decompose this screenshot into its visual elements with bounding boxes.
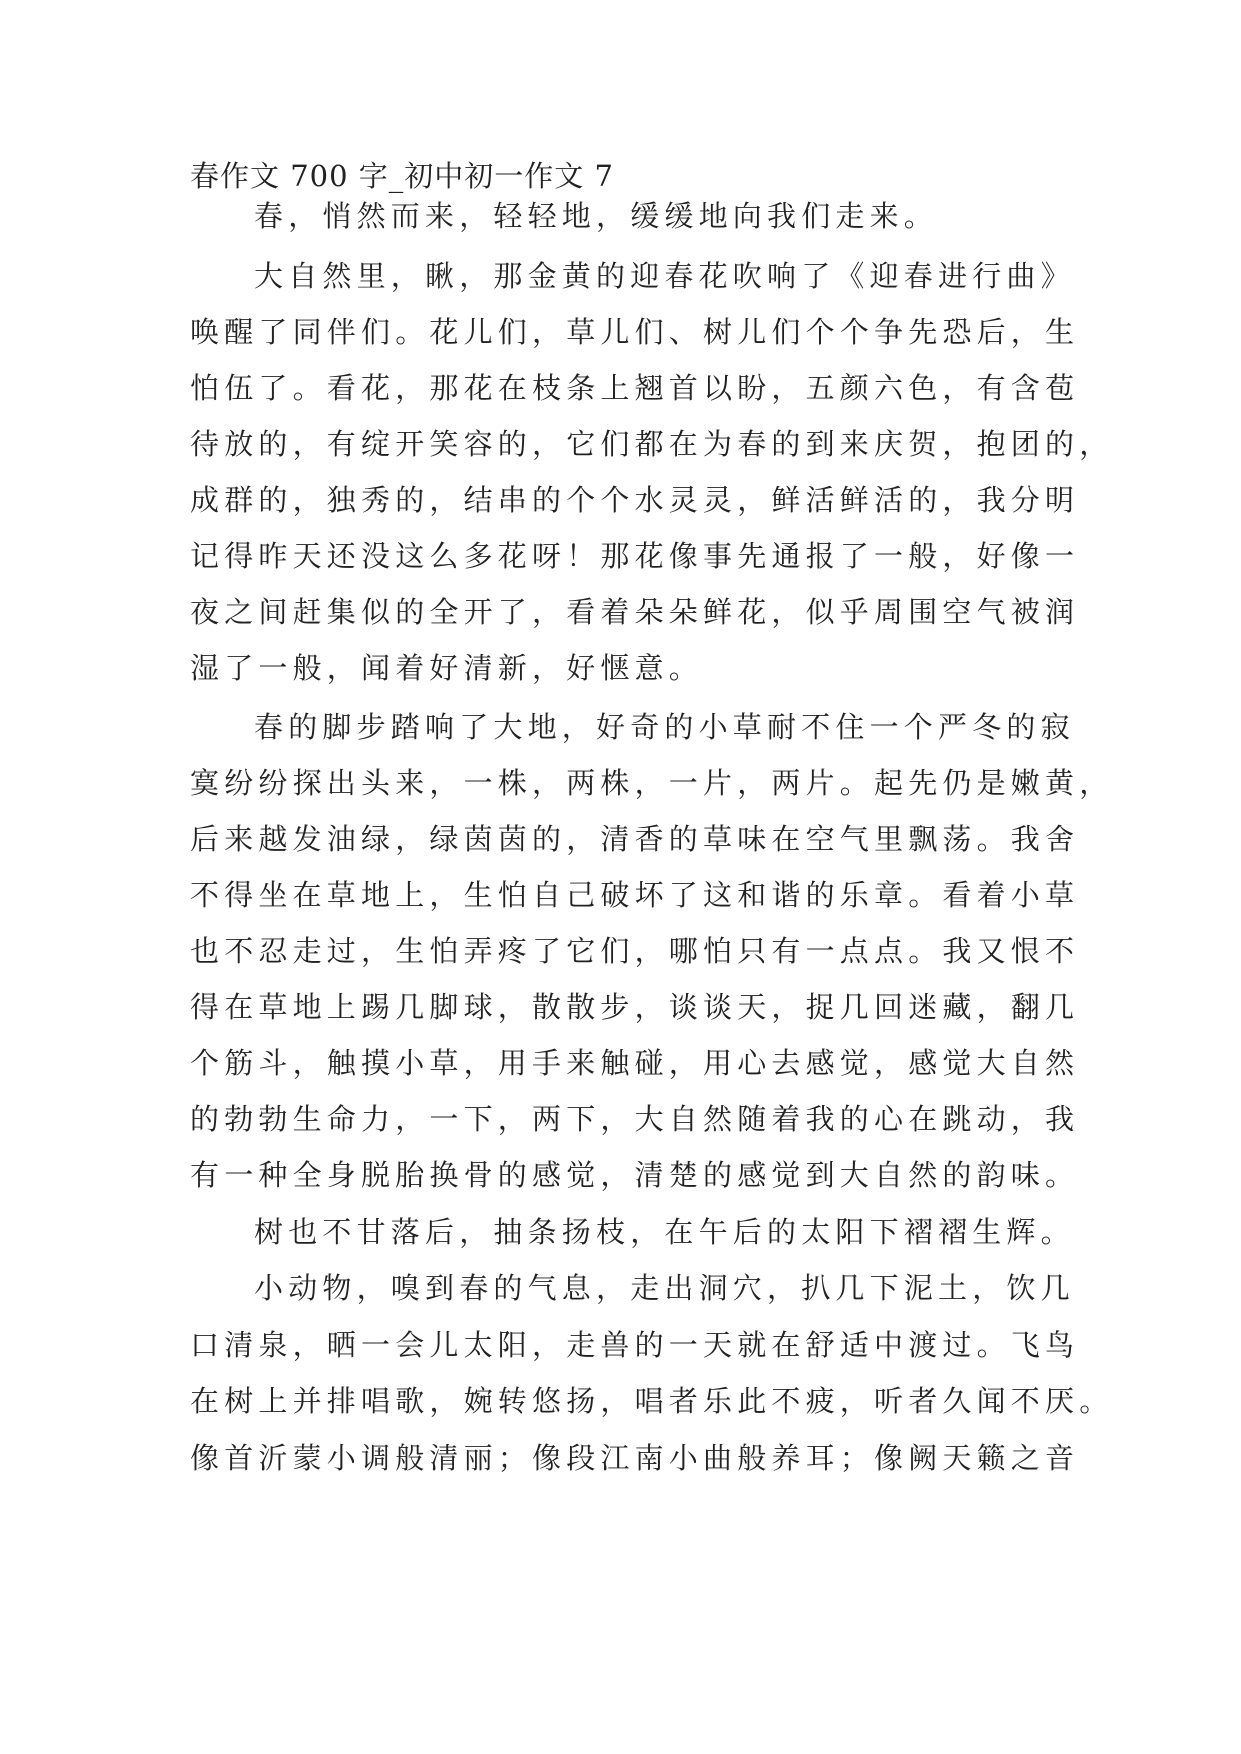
text-line: 夜之间赶集似的全开了，看着朵朵鲜花，似乎周围空气被润 <box>190 595 1080 629</box>
text-line: 个筋斗，触摸小草，用手来触碰，用心去感觉，感觉大自然 <box>190 1046 1080 1080</box>
text-line: 在树上并排唱歌，婉转悠扬，唱者乐此不疲，听者久闻不厌。 <box>190 1384 1114 1418</box>
text-line: 口清泉，晒一会儿太阳，走兽的一天就在舒适中渡过。飞鸟 <box>190 1328 1080 1362</box>
text-line: 怕伍了。看花，那花在枝条上翘首以盼，五颜六色，有含苞 <box>190 371 1080 405</box>
text-line: 记得昨天还没这么多花呀！那花像事先通报了一般，好像一 <box>190 539 1080 573</box>
text-line: 后来越发油绿，绿茵茵的，清香的草味在空气里飘荡。我舍 <box>190 822 1080 856</box>
text-line: 有一种全身脱胎换骨的感觉，清楚的感觉到大自然的韵味。 <box>190 1158 1080 1192</box>
text-line: 的勃勃生命力，一下，两下，大自然随着我的心在跳动，我 <box>190 1102 1080 1136</box>
text-line: 春的脚步踏响了大地，好奇的小草耐不住一个严冬的寂 <box>254 710 1075 744</box>
text-line: 唤醒了同伴们。花儿们，草儿们、树儿们个个争先恐后，生 <box>190 315 1080 349</box>
text-line: 春，悄然而来，轻轻地，缓缓地向我们走来。 <box>254 199 939 233</box>
text-line: 待放的，有绽开笑容的，它们都在为春的到来庆贺，抱团的， <box>190 427 1114 461</box>
text-line: 小动物，嗅到春的气息，走出洞穴，扒几下泥土，饮几 <box>254 1271 1075 1305</box>
text-line: 大自然里，瞅，那金黄的迎春花吹响了《迎春进行曲》 <box>254 259 1075 293</box>
text-line: 也不忍走过，生怕弄疼了它们，哪怕只有一点点。我又恨不 <box>190 934 1080 968</box>
text-line: 树也不甘落后，抽条扬枝，在午后的太阳下褶褶生辉。 <box>254 1215 1075 1249</box>
text-line: 像首沂蒙小调般清丽；像段江南小曲般养耳；像阙天籁之音 <box>190 1441 1080 1475</box>
text-line: 寞纷纷探出头来，一株，两株，一片，两片。起先仍是嫩黄， <box>190 766 1114 800</box>
document-title: 春作文 700 字_初中初一作文 7 <box>190 159 614 193</box>
text-line: 成群的，独秀的，结串的个个水灵灵，鲜活鲜活的，我分明 <box>190 483 1080 517</box>
text-line: 湿了一般，闻着好清新，好惬意。 <box>190 651 704 685</box>
text-line: 不得坐在草地上，生怕自己破坏了这和谐的乐章。看着小草 <box>190 878 1080 912</box>
text-line: 得在草地上踢几脚球，散散步，谈谈天，捉几回迷藏，翻几 <box>190 990 1080 1024</box>
